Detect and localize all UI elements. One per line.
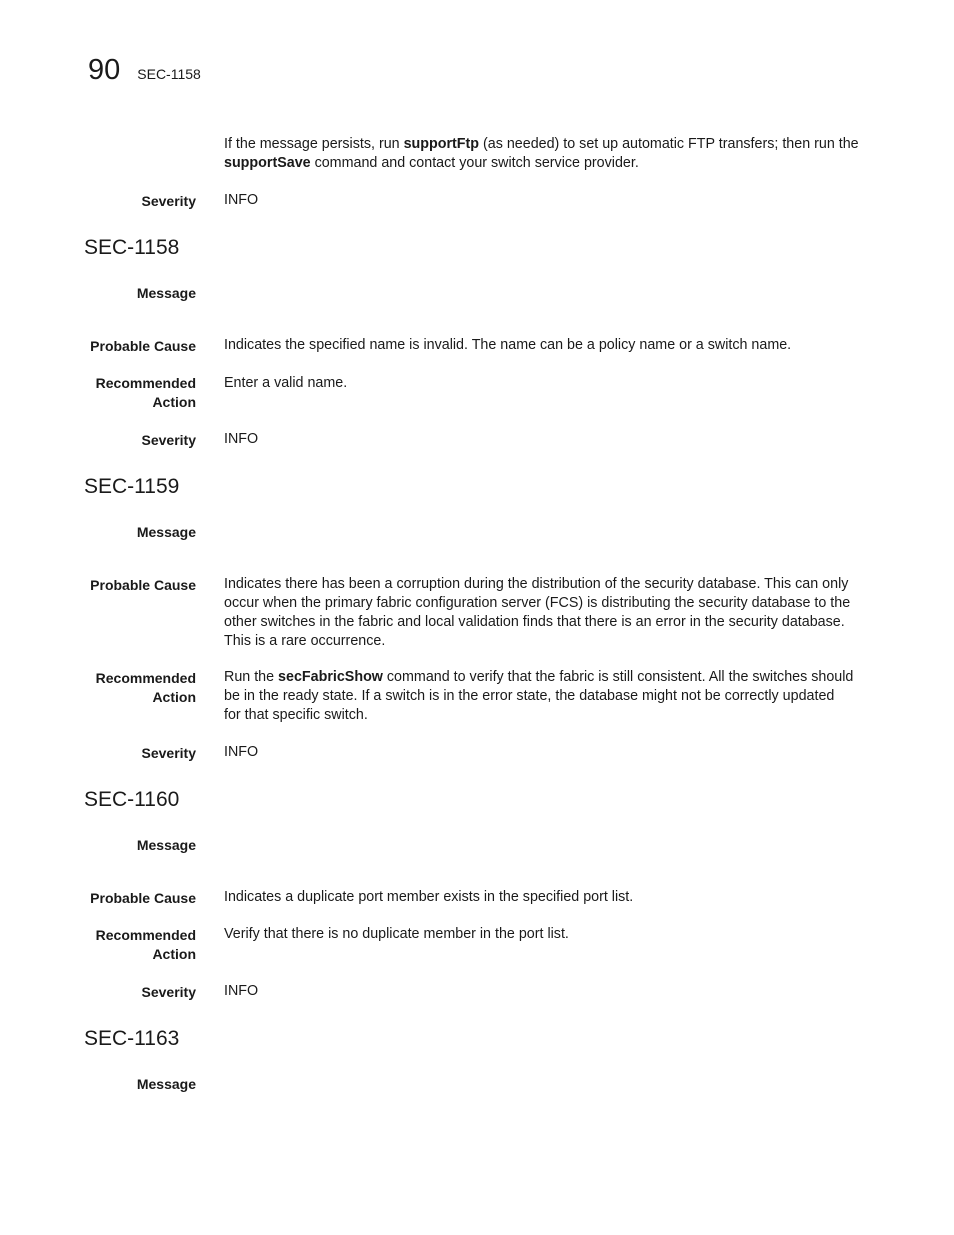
- severity-value: INFO: [224, 744, 259, 760]
- message-label: Message: [136, 524, 196, 540]
- intro-text-3: command and contact your switch service provider.: [310, 155, 639, 171]
- recommended-word: Recommended: [95, 670, 196, 686]
- severity-value: INFO: [224, 983, 259, 999]
- chapter-number: 90: [88, 54, 121, 86]
- action-text-post: command to verify that the fabric is still consistent. All the switches should: [382, 669, 854, 685]
- intro-severity-label: Severity: [141, 193, 196, 209]
- probable-cause-text: Indicates the specified name is invalid. The name can be a policy name or a switch name.: [224, 337, 792, 353]
- intro-text-1: If the message persists, run: [224, 136, 404, 152]
- recommended-action-label: [0, 669, 196, 707]
- recommended-action-text: Verify that there is no duplicate member in the port list.: [224, 926, 569, 942]
- message-label: Message: [136, 285, 196, 301]
- action-word: Action: [152, 394, 196, 410]
- recommended-action-text: Enter a valid name.: [224, 375, 348, 391]
- message-label: Message: [136, 1076, 196, 1092]
- recommended-action-text: [224, 668, 874, 725]
- action-line: for that specific switch.: [224, 707, 368, 723]
- severity-value: INFO: [224, 431, 259, 447]
- severity-label: Severity: [141, 745, 196, 761]
- recommended-action-label: [0, 926, 196, 964]
- section-title-sec-1158: SEC-1158: [84, 236, 180, 259]
- probable-cause-label: Probable Cause: [90, 890, 196, 906]
- intro-severity-value: INFO: [224, 192, 259, 208]
- action-line: be in the ready state. If a switch is in the error state, the database might not be correctly updated: [224, 688, 835, 704]
- probable-cause-line: occur when the primary fabric configuration server (FCS) is distributing the security database to the: [224, 595, 851, 611]
- action-text-pre: Run the: [224, 669, 279, 685]
- severity-label: Severity: [141, 432, 196, 448]
- action-word: Action: [152, 946, 196, 962]
- sec-fabric-show-command: secFabricShow: [278, 669, 383, 685]
- probable-cause-line: This is a rare occurrence.: [224, 633, 386, 649]
- action-word: Action: [152, 689, 196, 705]
- support-save-command: supportSave: [224, 155, 311, 171]
- recommended-action-label: [0, 374, 196, 412]
- intro-paragraph: [224, 135, 874, 173]
- running-title: SEC-1158: [137, 66, 201, 82]
- section-title-sec-1163: SEC-1163: [84, 1027, 180, 1050]
- probable-cause-text: [224, 575, 874, 651]
- severity-label: Severity: [141, 984, 196, 1000]
- page-header: [88, 54, 201, 87]
- section-title-sec-1160: SEC-1160: [84, 788, 180, 811]
- probable-cause-line: Indicates there has been a corruption during the distribution of the security database. This can only: [224, 576, 849, 592]
- intro-text-2: (as needed) to set up automatic FTP transfers; then run the: [479, 136, 859, 152]
- probable-cause-label: Probable Cause: [90, 338, 196, 354]
- support-ftp-command: supportFtp: [403, 136, 480, 152]
- section-title-sec-1159: SEC-1159: [84, 475, 180, 498]
- recommended-word: Recommended: [95, 375, 196, 391]
- probable-cause-label: Probable Cause: [90, 577, 196, 593]
- probable-cause-text: Indicates a duplicate port member exists in the specified port list.: [224, 889, 634, 905]
- probable-cause-line: other switches in the fabric and local validation finds that there is an error in the security database.: [224, 614, 845, 630]
- recommended-word: Recommended: [95, 927, 196, 943]
- message-label: Message: [136, 837, 196, 853]
